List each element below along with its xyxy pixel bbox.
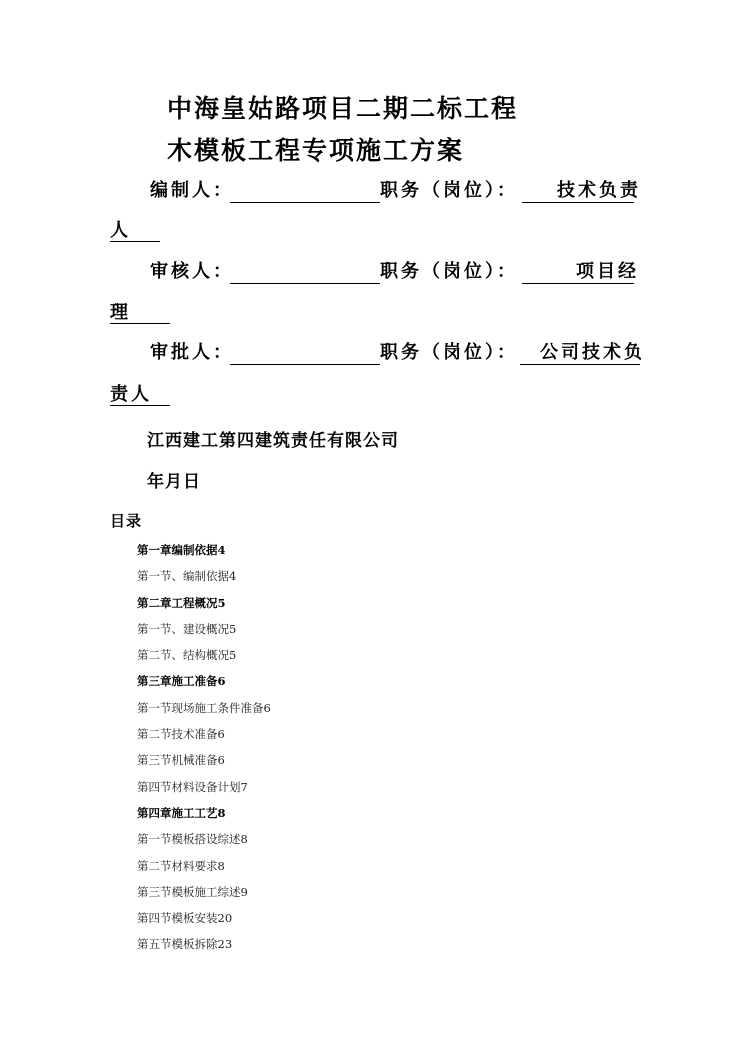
reviewer-name-blank [230, 261, 380, 284]
toc-section-entry[interactable]: 第三节模板施工综述9 [137, 884, 248, 899]
compiler-label: 编制人： [150, 180, 234, 201]
reviewer-position-value: 项目经 [576, 261, 639, 282]
date-line: 年月日 [147, 472, 201, 492]
approver-wrap-underline [110, 384, 170, 406]
toc-section-entry[interactable]: 第四节材料设备计划7 [137, 779, 248, 794]
reviewer-wrap-underline [110, 302, 170, 324]
reviewer-position-label: 职务（岗位）： [380, 261, 518, 282]
toc-section-entry[interactable]: 第三节机械准备6 [137, 753, 225, 768]
compiler-position-wrap: 人 [110, 220, 131, 241]
compiler-position-label: 职务（岗位）： [380, 180, 518, 201]
toc-section-entry[interactable]: 第二节技术准备6 [137, 727, 225, 742]
company-name: 江西建工第四建筑责任有限公司 [147, 431, 399, 451]
toc-section-entry[interactable]: 第一节模板搭设综述8 [137, 832, 248, 847]
document-title-line2: 木模板工程专项施工方案 [167, 136, 465, 165]
reviewer-position-wrap: 理 [110, 302, 131, 323]
toc-chapter-entry[interactable]: 第三章施工准备6 [137, 674, 226, 689]
approver-label: 审批人： [150, 342, 234, 363]
compiler-position-value: 技术负责 [557, 180, 641, 201]
compiler-name-blank [230, 180, 380, 203]
approver-position-label: 职务（岗位）： [380, 342, 518, 363]
compiler-wrap-underline [110, 220, 160, 242]
toc-section-entry[interactable]: 第一节、编制依据4 [137, 569, 237, 584]
toc-chapter-entry[interactable]: 第四章施工工艺8 [137, 805, 226, 820]
toc-section-entry[interactable]: 第二节、结构概况5 [137, 648, 237, 663]
approver-name-blank [230, 342, 380, 365]
reviewer-label: 审核人： [150, 261, 234, 282]
toc-chapter-entry[interactable]: 第一章编制依据4 [137, 543, 226, 557]
toc-list [137, 541, 271, 962]
document-title-line1: 中海皇姑路项目二期二标工程 [167, 94, 519, 123]
toc-section-entry[interactable]: 第四节模板安装20 [137, 911, 233, 926]
toc-section-entry[interactable]: 第一节现场施工条件准备6 [137, 700, 271, 715]
toc-section-entry[interactable]: 第五节模板拆除23 [137, 937, 233, 952]
toc-section-entry[interactable]: 第一节、建设概况5 [137, 621, 237, 636]
approver-position-value: 公司技术负 [540, 342, 645, 363]
toc-section-entry[interactable]: 第二节材料要求8 [137, 858, 225, 873]
toc-heading: 目录 [110, 512, 143, 530]
approver-position-wrap: 责人 [110, 384, 152, 405]
toc-chapter-entry[interactable]: 第二章工程概况5 [137, 595, 226, 610]
